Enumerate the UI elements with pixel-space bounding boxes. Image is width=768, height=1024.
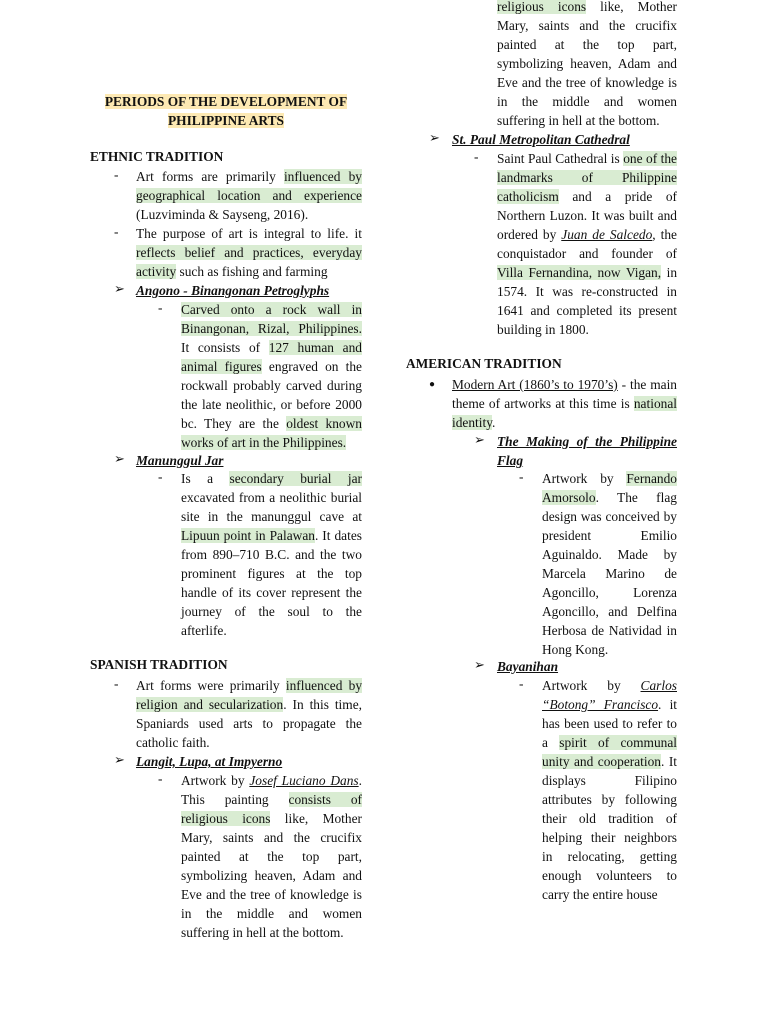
langit-artist: Josef Luciano Dans <box>249 773 359 788</box>
stpaul-title: St. Paul Metropolitan Cathedral <box>452 132 630 147</box>
ethnic-bullet-1: Art forms are primarily influenced by geographical location and experience (Luzviminda & Sayseng, 2016). <box>136 169 363 222</box>
flag-description: Artwork by Fernando Amorsolo. The flag design was conceived by president Emilio Aguinaldo. Made by Marcela Marino de Agoncillo, Lorenza Agoncillo, and Delfina Herbosa de Natividad in Hong Kong. <box>542 471 677 657</box>
dash-marker: - <box>114 224 119 239</box>
american-bullet-1: Modern Art (1860’s to 1970’s) - the main theme of artworks at this time is national identity. <box>452 377 678 430</box>
arrow-icon: ➢ <box>474 657 485 672</box>
dash-marker: - <box>474 149 479 164</box>
dash-marker: - <box>158 771 163 786</box>
bayanihan-title: Bayanihan <box>497 659 559 674</box>
arrow-icon: ➢ <box>429 130 440 145</box>
arrow-icon: ➢ <box>114 281 125 296</box>
stpaul-person: Juan de Salcedo <box>561 227 653 242</box>
title-line-2: PHILIPPINE ARTS <box>168 113 284 128</box>
arrow-icon: ➢ <box>114 451 125 466</box>
title-line-1: PERIODS OF THE DEVELOPMENT OF <box>104 94 348 109</box>
dash-marker: - <box>158 300 163 315</box>
arrow-icon: ➢ <box>114 752 125 767</box>
bayanihan-description: Artwork by Carlos “Botong” Francisco. it has been used to refer to a spirit of communal unity and cooperation. It displays Filipino attributes by following their old tradition of helping their neighbors in relocating, getting enough volunteers to carry the entire house <box>542 678 678 902</box>
dash-marker: - <box>114 676 119 691</box>
modern-art-label: Modern Art (1860’s to 1970’s) <box>452 377 618 392</box>
langit-title: Langit, Lupa, at Impyerno <box>136 754 283 769</box>
jar-title: Manunggul Jar <box>136 453 224 468</box>
ethnic-bullet-2: The purpose of art is integral to life. it reflects belief and practices, everyday activity such as fishing and farming <box>136 226 362 279</box>
dash-marker: - <box>519 469 524 484</box>
langit-continuation: religious icons like, Mother Mary, saints and the crucifix painted at the top part, symbolizing heaven, Adam and Eve and the tree of knowledge is in the middle and women suffering in hell at the bottom. <box>497 92 677 130</box>
angono-title: Angono - Binangonan Petroglyphs <box>136 283 330 298</box>
bullet-dot: ● <box>429 379 436 390</box>
dash-marker: - <box>158 469 163 484</box>
spanish-bullet-1: Art forms were primarily influenced by religion and secularization. In this time, Spaniards used arts to propagate the catholic faith. <box>136 678 363 750</box>
american-heading: AMERICAN TRADITION <box>406 356 562 371</box>
dash-marker: - <box>114 167 119 182</box>
stpaul-description: Saint Paul Cathedral is one of the landmarks of Philippine catholicism and a pride of Northern Luzon. It was built and ordered by Juan de Salcedo, the conquistador and founder of Villa Fernandina, now Vigan, in 1574. It was re-constructed in 1641 and completed its present building in 1800. <box>497 151 678 337</box>
flag-title: The Making of the Philippine Flag <box>497 434 677 468</box>
jar-description: Is a secondary burial jar excavated from a neolithic burial site in the manunggul cave at Lipuun point in Palawan. It dates from 890–710 B.C. and the two prominent figures at the top handle of its cover represent the journey of the soul to the afterlife. <box>181 471 362 638</box>
dash-marker: - <box>519 676 524 691</box>
angono-description: Carved onto a rock wall in Binangonan, Rizal, Philippines. It consists of 127 human and animal figures engraved on the rockwall probably carved during the late neolithic, or before 2000 bc. They are the oldest known works of art in the Philippines. <box>181 302 362 450</box>
langit-description: Artwork by Josef Luciano Dans. This painting consists of religious icons like, Mother Mary, saints and the crucifix painted at the top part, symbolizing heaven, Adam and Eve and the tree of knowledge is in the middle and women suffering in hell at the bottom. <box>181 773 362 940</box>
spanish-heading: SPANISH TRADITION <box>90 657 228 672</box>
page-title <box>90 92 362 130</box>
arrow-icon: ➢ <box>474 432 485 447</box>
bayanihan-artist: Carlos “Botong” Francisco <box>542 678 677 712</box>
ethnic-heading: ETHNIC TRADITION <box>90 149 224 164</box>
